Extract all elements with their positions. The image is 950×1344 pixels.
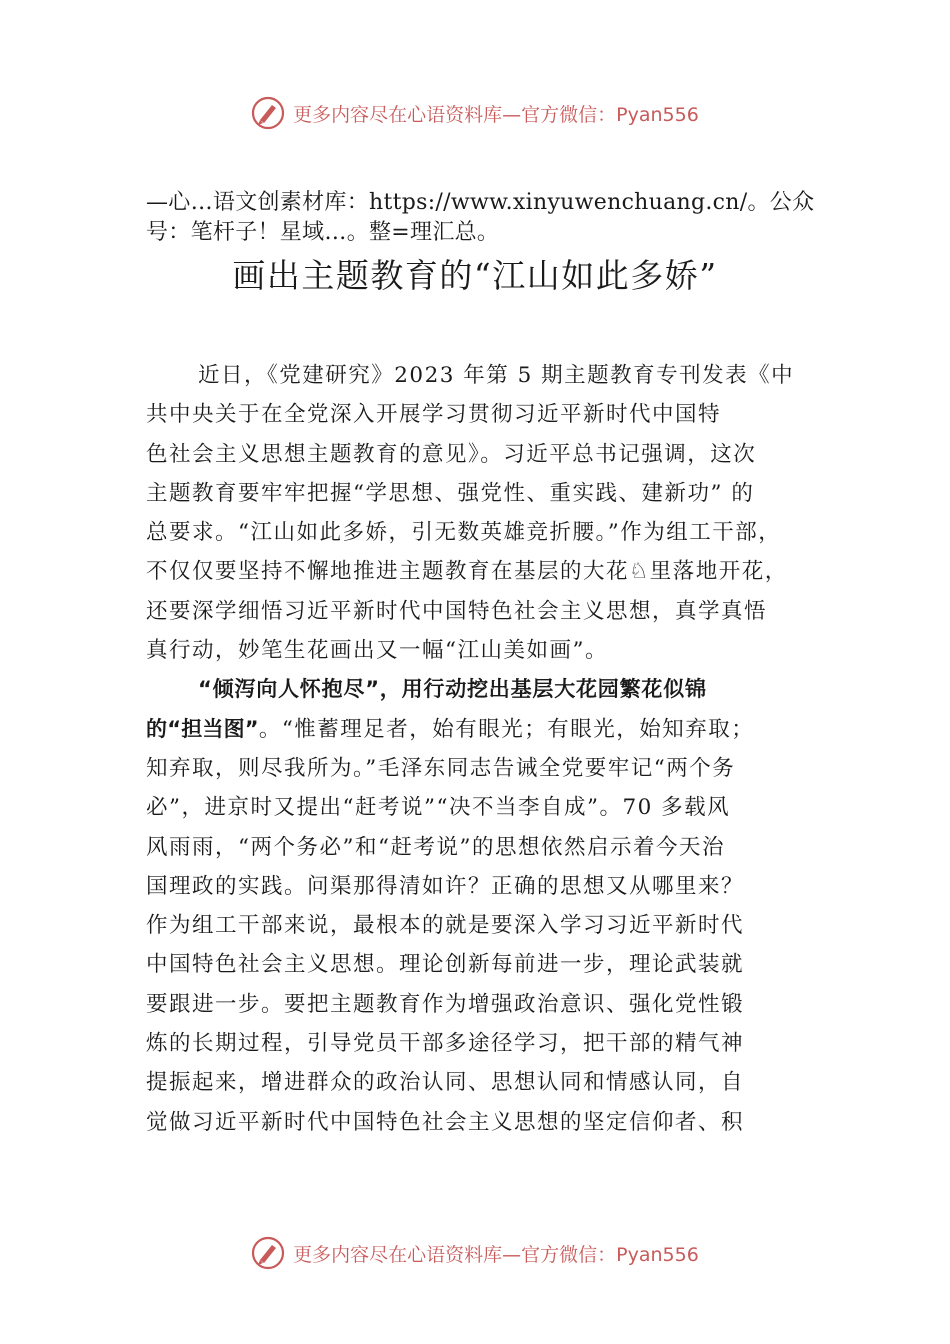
text-line: 总要求。“江山如此多娇，引无数英雄竞折腰。”作为组工干部，: [146, 520, 782, 546]
text-line: 不仅仅要坚持不懈地推进主题教育在基层的大花♘里落地开花，: [146, 559, 788, 585]
text-line: 色社会主义思想主题教育的意见》。习近平总书记强调，这次: [146, 441, 757, 467]
text-line: 必”，进京时又提出“赶考说”“决不当李自成”。70 多载风: [146, 795, 731, 821]
paragraph-intro: [146, 356, 846, 670]
text-line: 提振起来，增进群众的政治认同、思想认同和情感认同，自: [146, 1070, 745, 1096]
section-1: [146, 670, 846, 1142]
source-note: —心…语文创素材库：https://www.xinyuwenchuang.cn/。公众号：笔杆子！星域…。整=理汇总。: [146, 190, 815, 245]
text-line: [146, 710, 846, 749]
text-line: 觉做习近平新时代中国特色社会主义思想的坚定信仰者、积: [146, 1109, 745, 1135]
text-line: 国理政的实践。问渠那得清如许？正确的思想又从哪里来？: [146, 873, 745, 899]
text-line: 中国特色社会主义思想。理论创新每前进一步，理论武装就: [146, 952, 745, 978]
footer-banner: [0, 1236, 950, 1270]
text-line: 作为组工干部来说，最根本的就是要深入学习习近平新时代: [146, 913, 745, 939]
section-heading: “倾泻向人怀抱尽”，用行动挖出基层大花园繁花似锦: [198, 677, 707, 702]
section-heading-end: 的“担当图”: [146, 716, 259, 741]
text-line: 近日，《党建研究》2023 年第 5 期主题教育专刊发表《中: [198, 363, 795, 388]
text-line: 知弃取，则尽我所为。”毛泽东同志告诫全党要牢记“两个务: [146, 755, 736, 781]
document-title: 画出主题教育的“江山如此多娇”: [232, 256, 718, 295]
text-line: 共中央关于在全党深入开展学习贯彻习近平新时代中国特: [146, 402, 722, 428]
text-line: 真行动，妙笔生花画出又一幅“江山美如画”。: [146, 638, 608, 664]
text-line: 还要深学细悟习近平新时代中国特色社会主义思想，真学真悟: [146, 598, 768, 624]
pen-seal-icon: [251, 96, 285, 130]
line-continuation: 。“惟蓄理足者，始有眼光；有眼光，始知弃取；: [258, 716, 755, 742]
pen-seal-icon: [251, 1236, 285, 1270]
document-body: [146, 356, 846, 1142]
header-banner: [0, 96, 950, 130]
banner-text: 更多内容尽在心语资料库—官方微信：Pyan556: [293, 1243, 699, 1266]
banner-text: 更多内容尽在心语资料库—官方微信：Pyan556: [293, 103, 699, 126]
text-line: 主题教育要牢牢把握“学思想、强党性、重实践、建新功” 的: [146, 480, 755, 506]
text-line: 风雨雨，“两个务必”和“赶考说”的思想依然启示着今天治: [146, 834, 725, 860]
text-line: 要跟进一步。要把主题教育作为增强政治意识、强化党性锻: [146, 991, 745, 1017]
text-line: 炼的长期过程，引导党员干部多途径学习，把干部的精气神: [146, 1031, 745, 1057]
